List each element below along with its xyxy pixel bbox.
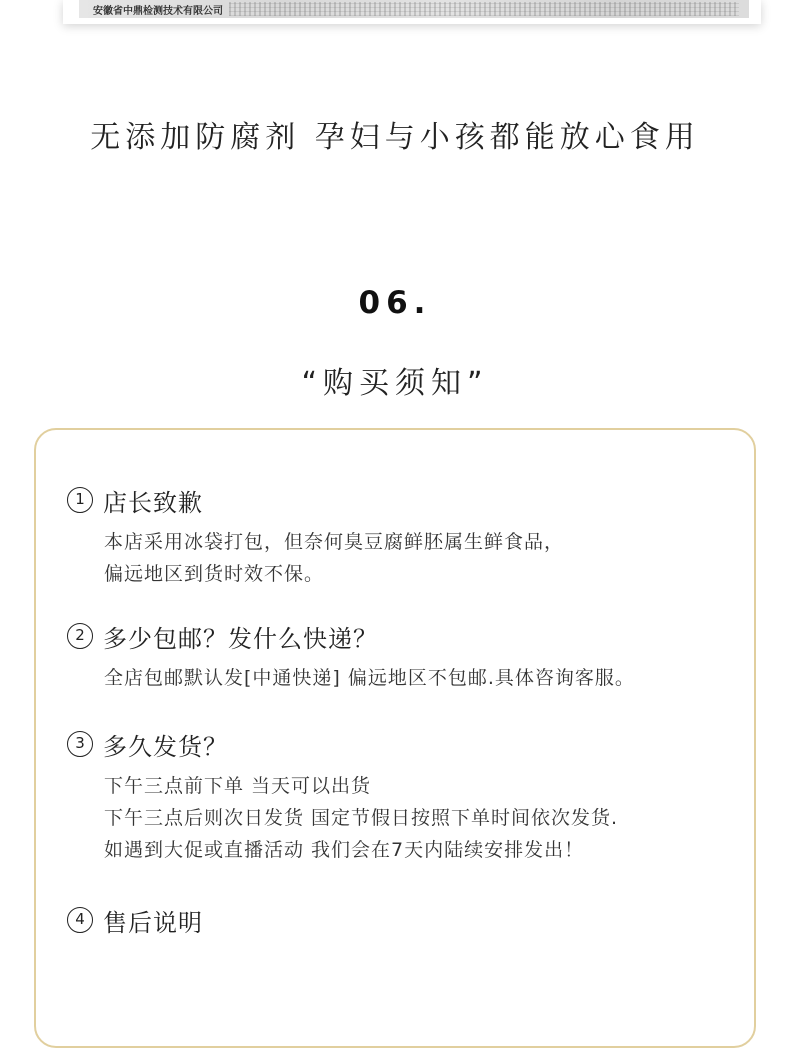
notice-item-shipping	[67, 618, 727, 694]
notice-line: 下午三点前下单 当天可以出货	[104, 775, 372, 797]
notice-line: 如遇到大促或直播活动 我们会在7天内陆续安排发出！	[104, 839, 585, 861]
notice-line: 偏远地区到货时效不保。	[104, 563, 325, 585]
inspection-certificate-image	[79, 0, 749, 18]
circled-number-3: 3	[67, 731, 93, 757]
notice-item-dispatch-time	[67, 726, 727, 866]
section-title: “购买须知”	[301, 366, 489, 401]
notice-line: 全店包邮默认发[中通快递] 偏远地区不包邮.具体咨询客服。	[104, 667, 635, 689]
preservative-free-slogan: 无添加防腐剂 孕妇与小孩都能放心食用	[90, 120, 700, 155]
notice-item-apology	[67, 482, 727, 590]
notice-title: 店长致歉	[103, 488, 203, 517]
certificate-image-frame	[63, 0, 761, 24]
purchase-notice-card	[34, 428, 756, 1048]
notice-title: 多久发货？	[103, 732, 228, 761]
notice-title: 多少包邮？发什么快递？	[103, 624, 378, 653]
section-number: 06.	[358, 285, 432, 321]
notice-line: 本店采用冰袋打包，但奈何臭豆腐鲜胚属生鲜食品，	[104, 531, 565, 553]
certificate-company-name: 安徽省中鼎检测技术有限公司	[93, 6, 223, 17]
notice-line: 下午三点后则次日发货 国定节假日按照下单时间依次发货.	[104, 807, 619, 829]
certificate-fine-print	[229, 2, 739, 16]
circled-number-2: 2	[67, 623, 93, 649]
circled-number-1: 1	[67, 487, 93, 513]
notice-title: 售后说明	[103, 908, 203, 937]
notice-item-after-sales	[67, 902, 727, 938]
circled-number-4: 4	[67, 907, 93, 933]
